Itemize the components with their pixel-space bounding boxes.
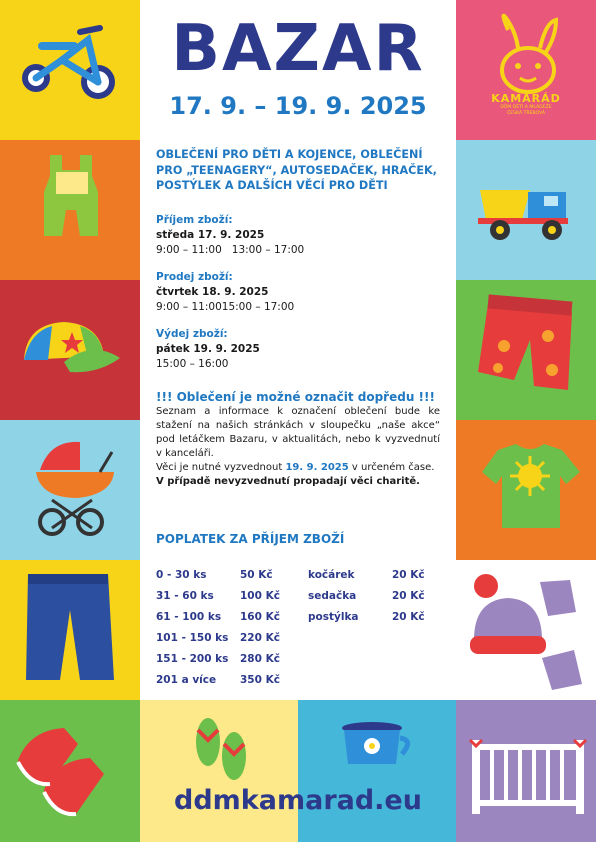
note-pickup-date: 19. 9. 2025 — [285, 462, 349, 473]
page-title: BAZAR — [171, 12, 425, 86]
flip-flops-icon — [196, 718, 246, 780]
schedule-heading: Příjem zboží: — [156, 214, 233, 226]
event-dates: 17. 9. – 19. 9. 2025 — [169, 92, 427, 120]
tricycle-icon — [25, 28, 112, 96]
note-charity: V případě nevyzvednutí propadají věci charitě. — [156, 476, 420, 487]
note-pickup-after: v určeném čase. — [348, 462, 435, 473]
fee-range-price: 350 Kč — [240, 674, 280, 686]
romper-icon — [44, 155, 98, 236]
logo-name: KAMARÁD — [491, 92, 561, 105]
fee-range-label: 101 - 150 ks — [156, 632, 229, 644]
shorts-icon — [478, 294, 572, 390]
website-link[interactable]: ddmkamarad.eu — [174, 785, 422, 816]
labeling-note — [156, 389, 440, 489]
note-pickup — [156, 461, 440, 475]
logo-subline1: DŮM DĚTÍ A MLÁDEŽE — [500, 105, 552, 110]
schedule-heading: Výdej zboží: — [156, 328, 228, 340]
schedule-day: středa 17. 9. 2025 — [156, 229, 265, 241]
cap-icon — [24, 322, 120, 372]
intro-text: OBLEČENÍ PRO DĚTI A KOJENCE, OBLEČENÍ PRO „TEENAGERY“, AUTOSEDAČEK, HRAČEK, POSTÝLEK A DALŠÍCH VĚCÍ PRO DĚTI — [156, 148, 437, 192]
fee-range-label: 0 - 30 ks — [156, 569, 207, 581]
fee-range-price: 160 Kč — [240, 611, 280, 623]
fee-item-label: postýlka — [308, 611, 359, 623]
tshirt-icon — [482, 444, 580, 528]
rabbit-logo-icon — [502, 16, 556, 92]
schedule-pickup — [156, 327, 441, 372]
note-pickup-before: Věci je nutné vyzvednout — [156, 462, 286, 473]
schedule-sale — [156, 270, 441, 315]
logo — [456, 92, 596, 117]
stroller-icon — [36, 442, 114, 534]
sneakers-icon — [18, 728, 104, 814]
logo-subline2: ČESKÁ TŘEBOVÁ — [506, 111, 546, 116]
schedule-times: 9:00 – 11:00 13:00 – 17:00 — [156, 244, 305, 256]
fee-range-label: 151 - 200 ks — [156, 653, 229, 665]
fee-item-label: sedačka — [308, 590, 357, 602]
fee-item-label: kočárek — [308, 569, 355, 581]
fee-range-price: 280 Kč — [240, 653, 280, 665]
schedule-day: čtvrtek 18. 9. 2025 — [156, 286, 269, 298]
fee-item-price: 20 Kč — [392, 590, 425, 602]
toy-truck-icon — [478, 190, 568, 240]
fee-item-price: 20 Kč — [392, 569, 425, 581]
jeans-icon — [26, 574, 114, 680]
schedule-heading: Prodej zboží: — [156, 271, 233, 283]
fee-range-label: 201 a více — [156, 674, 217, 686]
fee-range-price: 220 Kč — [240, 632, 280, 644]
potty-icon — [342, 722, 408, 764]
schedule-day: pátek 19. 9. 2025 — [156, 343, 260, 355]
schedule-times: 9:00 – 11:0015:00 – 17:00 — [156, 301, 295, 313]
fee-item-price: 20 Kč — [392, 611, 425, 623]
main-panel — [140, 0, 456, 700]
note-paragraph: Seznam a informace k označení oblečení bude ke stažení na našich stránkách v sloupečku „naše akce“ pod letáčkem Bazaru, v aktualitách, nebo k vyzvednutí v kanceláři. — [156, 406, 440, 459]
fee-range-label: 61 - 100 ks — [156, 611, 222, 623]
fee-range-label: 31 - 60 ks — [156, 590, 214, 602]
fee-range-price: 50 Kč — [240, 569, 273, 581]
crib-icon — [470, 740, 586, 814]
winter-hat-mittens-icon — [470, 574, 582, 690]
fee-range-price: 100 Kč — [240, 590, 280, 602]
note-heading: !!! Oblečení je možné označit dopředu !!! — [156, 390, 435, 404]
schedule-times: 15:00 – 16:00 — [156, 358, 229, 370]
schedule-intake — [156, 213, 441, 258]
fees-heading: POPLATEK ZA PŘÍJEM ZBOŽÍ — [156, 532, 345, 546]
